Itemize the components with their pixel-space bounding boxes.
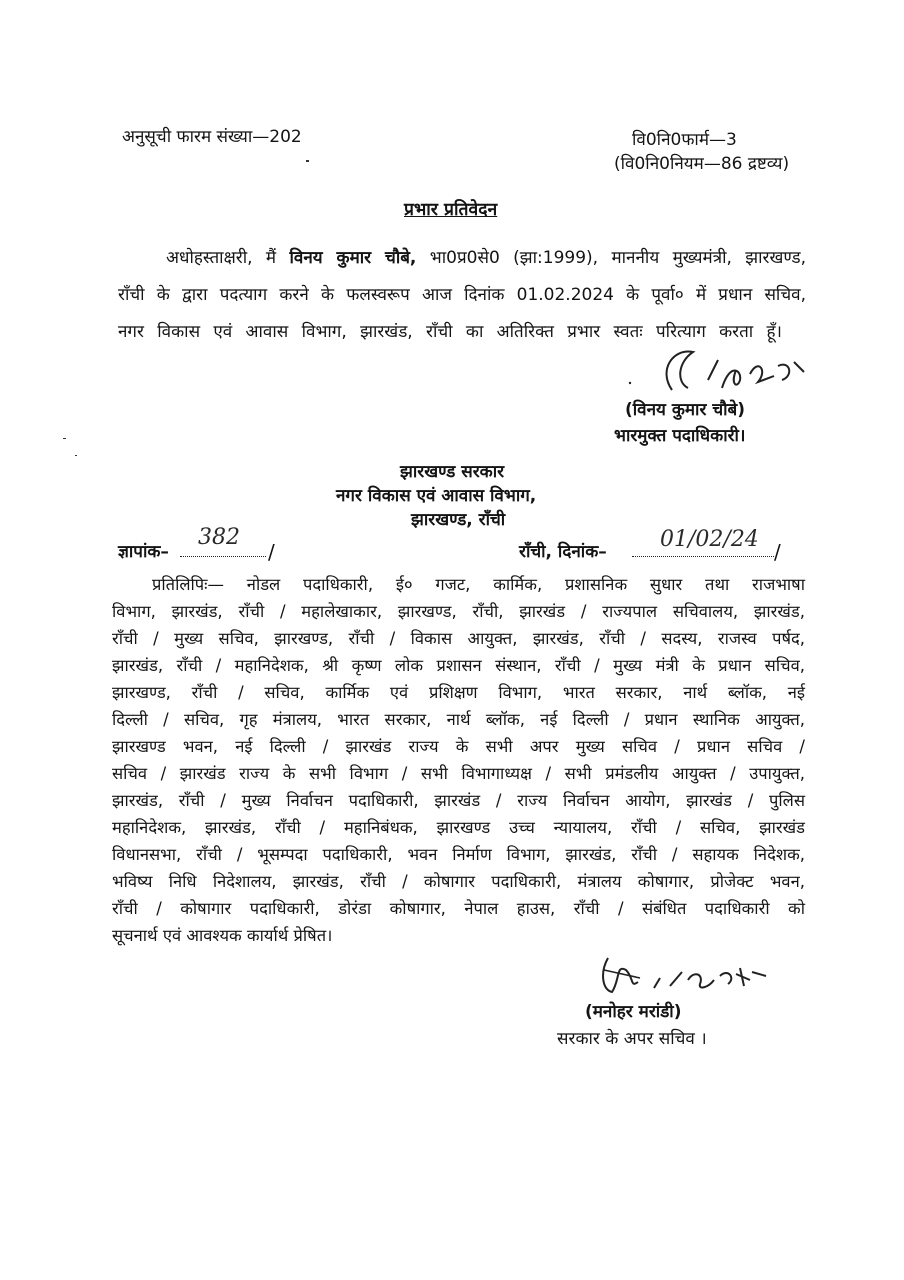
handwritten-signature-2 xyxy=(590,950,780,1005)
signatory-2-designation: सरकार के अपर सचिव । xyxy=(557,1029,707,1049)
office-line-2: नगर विकास एवं आवास विभाग, xyxy=(336,486,537,506)
copy-line: झारखंड, राँची / मुख्य निर्वाचन पदाधिकारी, झारखंड / राज्य निर्वाचन आयोग, झारखंड / पुलिस xyxy=(112,791,805,810)
page-title: प्रभार प्रतिवेदन xyxy=(404,200,498,220)
office-line-3: झारखण्ड, राँची xyxy=(411,510,506,530)
copy-line: राँची / मुख्य सचिव, झारखण्ड, राँची / विकास आयुक्त, झारखंड, राँची / सदस्य, राजस्व पर्षद, xyxy=(112,629,805,648)
office-line-1: झारखण्ड सरकार xyxy=(400,462,505,482)
copy-line: झारखंड, राँची / महानिदेशक, श्री कृष्ण लोक प्रशासन संस्थान, राँची / मुख्य मंत्री के प्रधान सचिव, xyxy=(112,656,805,675)
copy-line: महानिदेशक, झारखंड, राँची / महानिबंधक, झारखण्ड उच्च न्यायालय, राँची / सचिव, झारखंड xyxy=(112,818,805,837)
copy-line: झारखण्ड भवन, नई दिल्ली / झारखंड राज्य के सभी अपर मुख्य सचिव / प्रधान सचिव / xyxy=(112,737,805,756)
copy-line: विधानसभा, राँची / भूसम्पदा पदाधिकारी, भवन निर्माण विभाग, झारखंड, राँची / सहायक निदेशक, xyxy=(112,845,805,864)
copy-line: भविष्य निधि निदेशालय, झारखंड, राँची / कोषागार पदाधिकारी, मंत्रालय कोषागार, प्रोजेक्ट भवन, xyxy=(112,872,805,891)
form-code: वि0नि0फार्म—3 xyxy=(632,130,737,150)
copy-line: प्रतिलिपिः— नोडल पदाधिकारी, ई० गजट, कार्मिक, प्रशासनिक सुधार तथा राजभाषा xyxy=(152,575,805,594)
date-slash: / xyxy=(774,540,781,564)
form-number: अनुसूची फारम संख्या—202 xyxy=(122,127,302,147)
copy-line: सचिव / झारखंड राज्य के सभी विभाग / सभी विभागाध्यक्ष / सभी प्रमंडलीय आयुक्त / उपायुक्त, xyxy=(112,764,805,783)
date-label: राँची, दिनांक– xyxy=(519,542,607,562)
copy-line: सूचनार्थ एवं आवश्यक कार्यार्थ प्रेषित। xyxy=(112,926,333,945)
officer-name-bold: विनय कुमार चौबे, xyxy=(289,248,417,268)
memo-number-slash: / xyxy=(268,540,275,564)
date-handwritten: 01/02/24 xyxy=(660,527,759,552)
copy-line: विभाग, झारखंड, राँची / महालेखाकार, झारखण्ड, राँची, झारखंड / राज्यपाल सचिवालय, झारखंड, xyxy=(112,602,805,621)
scan-speck xyxy=(63,438,66,439)
body-line-3: नगर विकास एवं आवास विभाग, झारखंड, राँची का अतिरिक्त प्रभार स्वतः परित्याग करता हूँ। xyxy=(118,322,782,342)
signatory-1-name: (विनय कुमार चौबे) xyxy=(625,400,746,420)
scan-speck xyxy=(306,160,309,162)
memo-number-dotted-line xyxy=(180,556,266,557)
body-line-1-pre: अधोहस्ताक्षरी, मैं xyxy=(166,248,290,268)
body-line-1 xyxy=(166,246,806,270)
date-dotted-line xyxy=(632,556,774,557)
memo-number-handwritten: 382 xyxy=(198,525,240,550)
rule-reference: (वि0नि0नियम—86 द्रष्टव्य) xyxy=(614,154,790,174)
memo-number-label: ज्ञापांक– xyxy=(118,542,169,562)
copy-line: दिल्ली / सचिव, गृह मंत्रालय, भारत सरकार, नार्थ ब्लॉक, नई दिल्ली / प्रधान स्थानिक आयुक्त, xyxy=(112,710,805,729)
copy-line: राँची / कोषागार पदाधिकारी, डोरंडा कोषागार, नेपाल हाउस, राँची / संबंधित पदाधिकारी को xyxy=(112,899,805,918)
body-line-1-post: भा0प्र0से0 (झा:1999), माननीय मुख्यमंत्री, झारखण्ड, xyxy=(416,248,806,268)
copy-line: झारखण्ड, राँची / सचिव, कार्मिक एवं प्रशिक्षण विभाग, भारत सरकार, नार्थ ब्लॉक, नई xyxy=(112,683,805,702)
signatory-1-designation: भारमुक्त पदाधिकारी। xyxy=(614,426,746,446)
handwritten-signature-1 xyxy=(618,340,818,400)
body-line-2: राँची के द्वारा पदत्याग करने के फलस्वरूप आज दिनांक 01.02.2024 के पूर्वा० में प्रधान सचिव, xyxy=(118,285,806,305)
signatory-2-name: (मनोहर मरांडी) xyxy=(585,1002,682,1022)
scan-speck xyxy=(75,455,77,456)
